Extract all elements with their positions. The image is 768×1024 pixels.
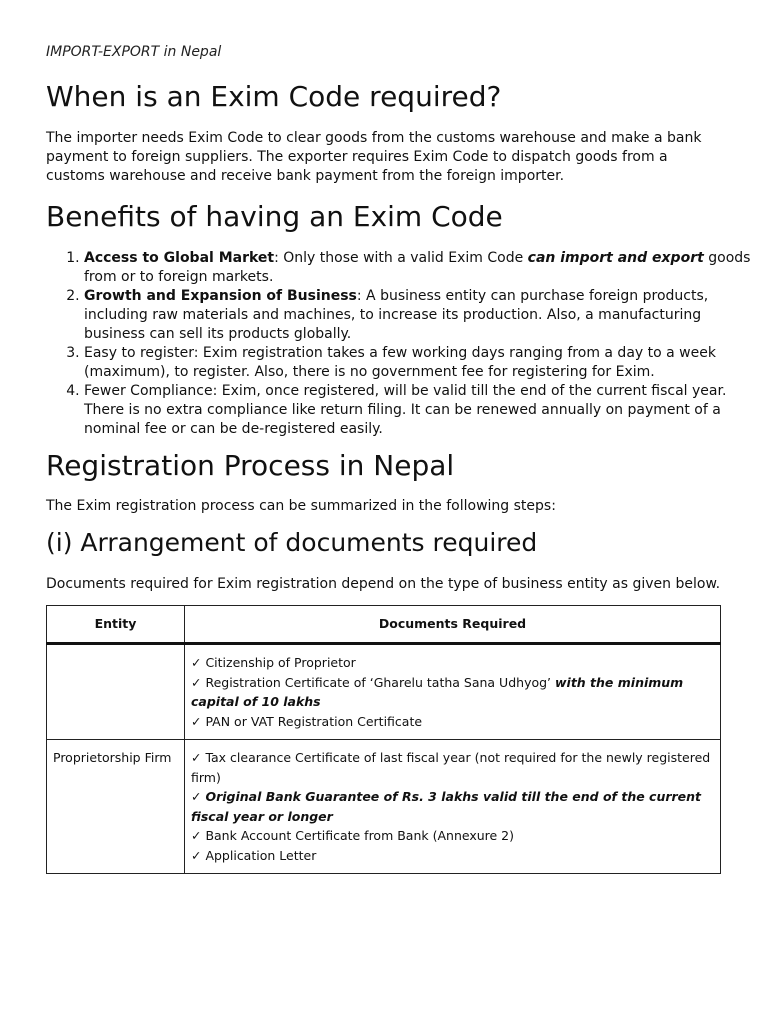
benefit-text: Easy to register: Exim registration takes a few working days ranging from a day to a week (maximum), to register. Also, there is no government fee for registering for Exim.	[84, 345, 716, 380]
documents-table	[46, 605, 721, 874]
benefit-text: : A business entity can purchase foreign products, including raw materials and machines, to increase its production. Also, a manufacturing business can sell its products globally.	[84, 288, 709, 342]
heading-when-required: When is an Exim Code required?	[46, 80, 502, 113]
list-item	[84, 382, 764, 439]
benefit-bold: Access to Global Market	[84, 250, 275, 266]
document-line: ✓ Registration Certificate of ‘Gharelu tatha Sana Udhyog’ with the minimum capital of 10 lakhs	[191, 674, 684, 709]
list-item	[84, 287, 764, 344]
benefit-bold: Growth and Expansion of Business	[84, 288, 357, 304]
list-item	[84, 344, 764, 382]
document-line: ✓ Tax clearance Certificate of last fiscal year (not required for the newly registered firm)	[191, 750, 711, 785]
benefit-text-2: goods from or to foreign markets.	[84, 250, 751, 285]
benefits-list	[46, 249, 764, 439]
benefit-text: : Only those with a valid Exim Code	[274, 250, 528, 266]
table-header-row	[47, 606, 721, 644]
document-line: ✓ Application Letter	[191, 847, 317, 863]
column-header-entity: Entity	[47, 606, 185, 644]
document-line: ✓ Original Bank Guarantee of Rs. 3 lakhs valid till the end of the current fiscal year or longer	[191, 789, 702, 824]
paragraph-registration: The Exim registration process can be summarized in the following steps:	[46, 498, 556, 514]
list-item	[84, 249, 764, 287]
document-line: ✓ PAN or VAT Registration Certificate	[191, 713, 423, 729]
heading-registration-process: Registration Process in Nepal	[46, 449, 455, 482]
heading-arrangement-documents: (i) Arrangement of documents required	[46, 528, 538, 557]
heading-benefits: Benefits of having an Exim Code	[46, 200, 503, 233]
paragraph-documents: Documents required for Exim registration depend on the type of business entity as given below.	[46, 576, 721, 592]
table-row	[47, 740, 721, 874]
document-line: ✓ Bank Account Certificate from Bank (Annexure 2)	[191, 828, 515, 843]
column-header-documents: Documents Required	[185, 606, 721, 644]
benefit-emphasis: can import and export	[527, 250, 704, 266]
documents-cell	[185, 740, 721, 874]
document-line: ✓ Citizenship of Proprietor	[191, 655, 356, 670]
benefit-text: Fewer Compliance: Exim, once registered, will be valid till the end of the current fiscal year. There is no extra compliance like return filing. It can be renewed annually on payment of a nominal fee or can be de-registered easily.	[84, 383, 727, 437]
paragraph-when-required: The importer needs Exim Code to clear goods from the customs warehouse and make a bank payment to foreign suppliers. The exporter requires Exim Code to dispatch goods from a customs warehouse and receive bank payment from the foreign importer.	[46, 130, 702, 184]
table-row	[47, 644, 721, 740]
document-kicker: IMPORT-EXPORT in Nepal	[46, 44, 222, 60]
entity-cell	[47, 644, 185, 740]
entity-cell: Proprietorship Firm	[47, 740, 185, 874]
documents-cell	[185, 644, 721, 740]
